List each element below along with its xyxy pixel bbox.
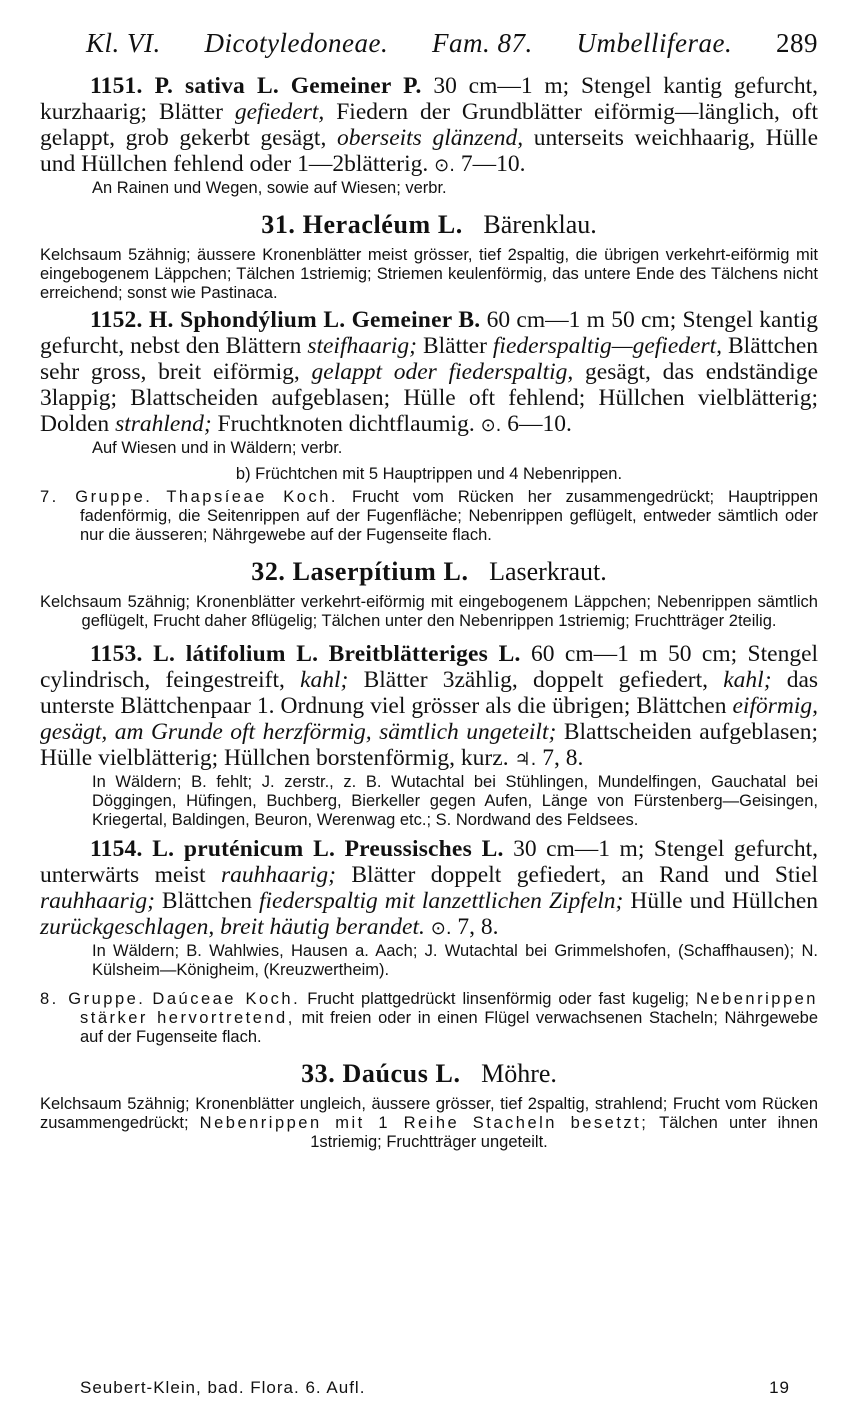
species-italic-text: zurückgeschlagen, breit häutig berandet.	[40, 914, 425, 940]
species-italic-text: kahl;	[300, 667, 349, 693]
species-text: Blätter	[422, 333, 487, 359]
book-page	[40, 28, 818, 1152]
species-text: gesägt, das endständige 3lappig; Blattscheiden aufgeblasen; Hülle oft fehlend; Hüllchen vielblätterig; Dolden	[40, 359, 818, 437]
subsection-heading: b) Früchtchen mit 5 Hauptrippen und 4 Nebenrippen.	[235, 465, 623, 483]
species-common-name: Gemeiner B.	[351, 307, 481, 333]
genus-description	[40, 1095, 818, 1152]
group-description: Frucht plattgedrückt linsenförmig oder fast kugelig;	[307, 990, 689, 1008]
genus-common-name: Möhre.	[481, 1059, 557, 1088]
species-italic-text: fiederspaltig—gefiedert,	[492, 333, 722, 359]
genus-description-text: Kelchsaum 5zähnig; Kronenblätter ungleich, äussere grösser, tief 2spaltig, strahlend; Frucht vom Rücken zusammengedrückt;	[40, 1095, 818, 1132]
footer-book-title: Seubert-Klein, bad. Flora. 6. Aufl.	[80, 1378, 366, 1397]
group-description: Frucht vom Rücken her zusammengedrückt; Hauptrippen fadenförmig, die Seitenrippen auf der Fugenfläche; Nebenrippen geflügelt, entweder sämtlich oder nur die äusseren; Nährgewebe auf der Fugenseite flach.	[80, 488, 819, 544]
group-label: 7. Gruppe.	[40, 488, 153, 506]
genus-description-text: Tälchen unter ihnen 1striemig; Fruchtträger ungeteilt.	[310, 1114, 819, 1151]
species-common-name: Gemeiner P.	[290, 73, 422, 99]
genus-common-name: Bärenklau.	[483, 210, 597, 239]
biennial-symbol: ⊙.	[434, 155, 455, 176]
page-footer	[80, 1378, 790, 1398]
species-common-name: Preussisches L.	[344, 836, 504, 862]
genus-heading-31	[40, 210, 818, 240]
species-text: 60 cm—1 m 50 cm; Stengel kantig gefurcht, nebst den Blättern	[40, 307, 819, 359]
species-entry-1154	[40, 836, 818, 942]
species-text: Blättchen sehr gross, breit eiförmig,	[40, 333, 819, 385]
species-italic-text: rauhhaarig;	[40, 888, 155, 914]
genus-description: Kelchsaum 5zähnig; äussere Kronenblätter meist grösser, tief 2spaltig, die übrigen verkehrt-eiförmig mit eingebogenem Läppchen; Tälchen 1striemig; Striemen keulenförmig, das untere Ende des Tälchens nicht erreichend; sonst wie Pastinaca.	[40, 246, 818, 302]
species-text: Blätter 3zählig, doppelt gefiedert,	[363, 667, 709, 693]
header-family: Umbelliferae.	[576, 28, 733, 58]
species-heading: 1154. L. pruténicum L.	[90, 836, 336, 862]
species-entry-1152	[40, 307, 818, 439]
flowering-months: 6—10.	[507, 411, 572, 437]
species-text: Fiedern der Grundblätter eiförmig—länglich, oft gelappt, grob gekerbt gesägt,	[40, 99, 818, 151]
species-text: 30 cm—1 m; Stengel kantig gefurcht, kurzhaarig; Blätter	[40, 73, 818, 125]
perennial-symbol: ♃.	[514, 749, 537, 770]
running-header	[86, 28, 818, 59]
group-label: 8. Gruppe.	[40, 990, 146, 1008]
genus-name: 32. Laserpítium L.	[251, 557, 469, 586]
species-text: 60 cm—1 m 50 cm; Stengel cylindrisch, feingestreift,	[40, 641, 819, 693]
group-description: mit freien oder in einen Flügel verwachsenen Stacheln; Nährgewebe auf der Fugenseite flach.	[80, 1009, 819, 1046]
genus-heading-33	[40, 1059, 818, 1089]
genus-name: 33. Daúcus L.	[301, 1059, 461, 1088]
genus-name: 31. Heracléum L.	[261, 210, 463, 239]
species-text: das unterste Blättchenpaar 1. Ordnung viel grösser als die übrigen; Blättchen	[40, 667, 819, 719]
species-text: Blätter doppelt gefiedert, an Rand und Stiel	[351, 862, 819, 888]
genus-description: Kelchsaum 5zähnig; Kronenblätter verkehrt-eiförmig mit eingebogenem Läppchen; Nebenrippen sämtlich geflügelt, Frucht daher 8flügelig; Tälchen unter den Nebenrippen 1striemig; Fruchtträger 2teilig.	[40, 593, 818, 630]
species-italic-text: strahlend;	[115, 411, 212, 437]
group-8	[40, 990, 818, 1047]
species-italic-text: gefiedert,	[234, 99, 325, 125]
species-heading: 1151. P. sativa L.	[90, 73, 279, 99]
species-italic-text: rauhhaarig;	[221, 862, 336, 888]
species-italic-text: oberseits glänzend,	[336, 125, 524, 151]
species-heading: 1153. L. látifolium L.	[90, 641, 319, 667]
species-italic-text: eiförmig, gesägt, am Grunde oft herzförmig, sämtlich ungeteilt;	[40, 693, 819, 745]
species-entry-1151	[40, 73, 818, 179]
species-locality: Auf Wiesen und in Wäldern; verbr.	[92, 439, 343, 457]
flowering-months: 7, 8.	[457, 914, 499, 940]
flowering-months: 7—10.	[460, 151, 526, 177]
genus-description-spaced: Nebenrippen mit 1 Reihe Stacheln besetzt;	[199, 1114, 649, 1132]
species-italic-text: gelappt oder fiederspaltig,	[311, 359, 574, 385]
group-description-spaced: Nebenrippen stärker hervortretend,	[80, 990, 818, 1027]
biennial-symbol: ⊙.	[430, 918, 452, 939]
species-italic-text: fiederspaltig mit lanzettlichen Zipfeln;	[259, 888, 624, 914]
species-text: Fruchtknoten dichtflaumig.	[217, 411, 475, 437]
species-italic-text: kahl;	[723, 667, 772, 693]
footer-signature: 19	[769, 1378, 790, 1397]
species-entry-1153	[40, 641, 818, 773]
group-7	[40, 488, 818, 545]
header-subclass: Dicotyledoneae.	[204, 28, 389, 58]
page-number: 289	[775, 28, 818, 58]
genus-common-name: Laserkraut.	[489, 557, 607, 586]
header-class: Kl. VI.	[86, 28, 161, 58]
species-text: unterseits weichhaarig, Hülle und Hüllchen fehlend oder 1—2blätterig.	[40, 125, 819, 177]
species-text: Blattscheiden aufgeblasen; Hülle vielblätterig; Hüllchen borstenförmig, kurz.	[40, 719, 818, 771]
species-text: Blättchen	[161, 888, 252, 914]
species-text: Hülle und Hüllchen	[630, 888, 818, 914]
header-family-number: Fam. 87.	[431, 28, 533, 58]
species-text: 30 cm—1 m; Stengel gefurcht, unterwärts meist	[40, 836, 819, 888]
flowering-months: 7, 8.	[542, 745, 584, 771]
species-locality: In Wäldern; B. fehlt; J. zerstr., z. B. Wutachtal bei Stühlingen, Mundelfingen, Gauchatal bei Döggingen, Hüfingen, Buchberg, Bierkeller gegen Aufen, Länge von Fürstenberg—Geisingen, Kriegertal, Baldingen, Beuron, Werenwag etc.; S. Nordwand des Feldsees.	[92, 773, 818, 829]
species-locality: In Wäldern; B. Wahlwies, Hausen a. Aach; J. Wutachtal bei Grimmelshofen, (Schaffhausen); N. Külsheim—Königheim, (Kreuzwertheim).	[92, 942, 818, 979]
group-name: Daúceae Koch.	[152, 990, 301, 1008]
species-locality: An Rainen und Wegen, sowie auf Wiesen; verbr.	[92, 179, 447, 197]
species-heading: 1152. H. Sphondýlium L.	[90, 307, 346, 333]
group-name: Thapsíeae Koch.	[166, 488, 338, 506]
genus-heading-32	[40, 557, 818, 587]
species-italic-text: steifhaarig;	[307, 333, 417, 359]
biennial-symbol: ⊙.	[480, 415, 502, 436]
species-common-name: Breitblätteriges L.	[328, 641, 521, 667]
